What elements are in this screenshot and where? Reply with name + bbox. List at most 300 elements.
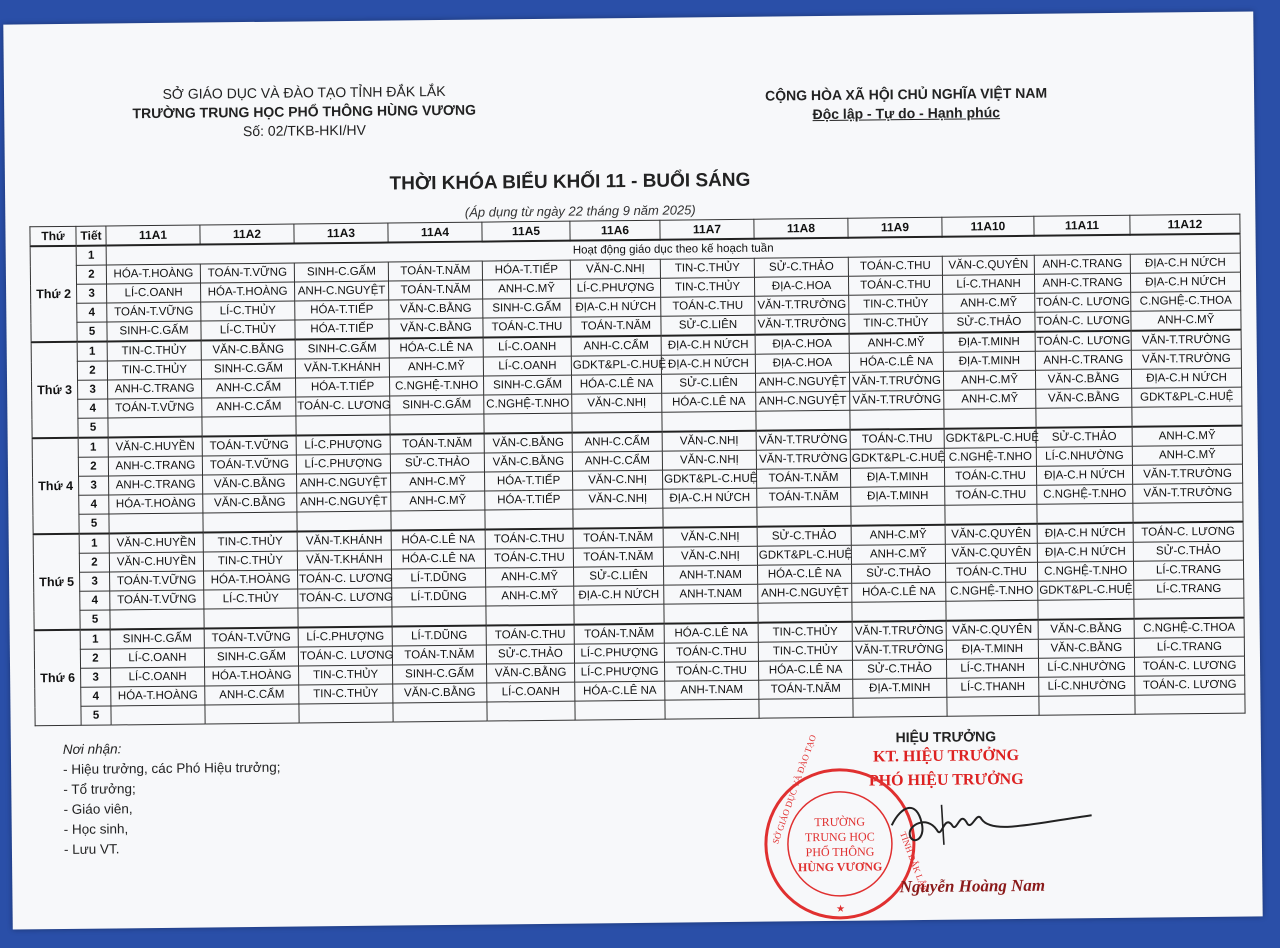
lesson-cell: ĐỊA-C.H NỨCH xyxy=(571,297,661,317)
recipient-item: - Lưu VT. xyxy=(63,841,120,857)
lesson-cell: HÓA-C.LÊ NA xyxy=(757,564,851,584)
lesson-cell: TOÁN-C. LƯƠNG xyxy=(296,396,390,416)
lesson-cell: LÍ-C.NHƯỜNG xyxy=(1038,657,1134,677)
lesson-cell: ANH-C.NGUYỆT xyxy=(758,583,852,603)
header-class: 11A4 xyxy=(388,222,482,242)
lesson-cell: SINH-C.GẤM xyxy=(295,339,389,359)
lesson-cell xyxy=(203,512,297,532)
lesson-cell: VĂN-C.QUYÊN xyxy=(942,255,1034,275)
lesson-cell: ĐỊA-C.H NỨCH xyxy=(1037,542,1133,562)
lesson-cell: LÍ-C.THANH xyxy=(946,658,1038,678)
lesson-cell: TOÁN-T.VỮNG xyxy=(110,590,204,610)
lesson-cell: VĂN-C.HUYỀN xyxy=(109,552,203,572)
lesson-cell: ANH-T.NAM xyxy=(665,680,759,700)
lesson-cell: HÓA-T.HOÀNG xyxy=(109,494,203,514)
lesson-cell: ANH-C.MỸ xyxy=(1132,426,1242,447)
period-cell: 1 xyxy=(79,533,109,553)
lesson-cell: TIN-C.THỦY xyxy=(660,277,754,297)
lesson-cell: ĐỊA-C.H NỨCH xyxy=(574,585,664,605)
lesson-cell: HÓA-T.TIẾP xyxy=(296,377,390,397)
period-cell: 1 xyxy=(76,246,106,266)
lesson-cell: ANH-C.MỸ xyxy=(391,472,485,492)
lesson-cell: ĐỊA-C.H NỨCH xyxy=(1036,465,1132,485)
lesson-cell: VĂN-T.TRƯỜNG xyxy=(852,621,946,641)
lesson-cell: GDKT&PL-C.HUỆ xyxy=(850,448,944,468)
header-class: 11A9 xyxy=(848,217,942,237)
lesson-cell: TIN-C.THỦY xyxy=(299,684,393,704)
lesson-cell: HÓA-C.LÊ NA xyxy=(664,623,758,643)
period-cell: 4 xyxy=(80,591,110,610)
lesson-cell: ANH-C.NGUYỆT xyxy=(756,391,850,411)
lesson-cell: TOÁN-C. LƯƠNG xyxy=(298,646,392,666)
lesson-cell: ANH-C.NGUYỆT xyxy=(755,372,849,392)
lesson-cell: TOÁN-C.THU xyxy=(661,296,755,316)
lesson-cell xyxy=(111,705,205,725)
lesson-cell xyxy=(108,417,202,437)
lesson-cell xyxy=(392,606,486,626)
lesson-cell: SỬ-C.LIÊN xyxy=(661,315,755,335)
lesson-cell xyxy=(663,507,757,527)
lesson-cell: VĂN-C.QUYÊN xyxy=(945,524,1037,544)
lesson-cell: HÓA-C.LÊ NA xyxy=(759,660,853,680)
lesson-cell: LÍ-T.DŨNG xyxy=(392,587,486,607)
lesson-cell: HÓA-T.TIẾP xyxy=(485,490,573,510)
lesson-cell: C.NGHỆ-T.NHO xyxy=(484,394,572,414)
period-cell: 4 xyxy=(77,303,107,322)
lesson-cell: C.NGHỆ-T.NHO xyxy=(390,376,484,396)
lesson-cell: TOÁN-T.VỮNG xyxy=(110,571,204,591)
lesson-cell: LÍ-C.OANH xyxy=(110,648,204,668)
lesson-cell: VĂN-T.TRƯỜNG xyxy=(1131,330,1241,351)
header-left xyxy=(104,81,505,142)
lesson-cell: HÓA-C.LÊ NA xyxy=(571,374,661,394)
period-cell: 4 xyxy=(78,399,108,418)
document-page xyxy=(3,11,1262,929)
lesson-cell: VĂN-C.BẰNG xyxy=(201,340,295,360)
period-cell: 3 xyxy=(78,380,108,399)
lesson-cell: TOÁN-T.NĂM xyxy=(390,434,484,454)
lesson-cell: C.NGHỆ-T.NHO xyxy=(1037,484,1133,504)
svg-text:TRUNG HỌC: TRUNG HỌC xyxy=(804,829,875,845)
lesson-cell: SINH-C.GẤM xyxy=(201,359,295,379)
lesson-cell: SINH-C.GẤM xyxy=(204,647,298,667)
lesson-cell xyxy=(1038,599,1134,620)
lesson-cell: LÍ-C.NHƯỜNG xyxy=(1036,446,1132,466)
period-cell: 2 xyxy=(76,265,106,284)
lesson-cell xyxy=(393,702,487,722)
lesson-cell: TOÁN-C.THU xyxy=(945,485,1037,505)
lesson-cell: VĂN-T.TRƯỜNG xyxy=(755,314,849,334)
lesson-cell: LÍ-C.THỦY xyxy=(201,301,295,321)
lesson-cell: TOÁN-C.THU xyxy=(848,275,942,295)
period-cell: 5 xyxy=(78,418,108,438)
lesson-cell: LÍ-C.TRANG xyxy=(1134,637,1244,657)
lesson-cell: ANH-C.MỸ xyxy=(391,491,485,511)
lesson-cell xyxy=(947,696,1039,716)
lesson-cell: LÍ-C.THỦY xyxy=(204,589,298,609)
header-class: 11A3 xyxy=(294,223,388,243)
lesson-cell: ĐỊA-C.HOA xyxy=(755,353,849,373)
lesson-cell: VĂN-T.TRƯỜNG xyxy=(755,295,849,315)
lesson-cell: VĂN-C.BẰNG xyxy=(484,433,572,453)
lesson-cell: TOÁN-T.NĂM xyxy=(392,645,486,665)
lesson-cell: C.NGHỆ-T.NHO xyxy=(1037,561,1133,581)
lesson-cell xyxy=(1134,598,1244,619)
lesson-cell: TIN-C.THỦY xyxy=(203,551,297,571)
lesson-cell: VĂN-C.NHỊ xyxy=(573,470,663,490)
lesson-cell: HÓA-T.HOÀNG xyxy=(204,570,298,590)
lesson-cell: TOÁN-T.NĂM xyxy=(389,280,483,300)
lesson-cell: ANH-C.MỸ xyxy=(389,357,483,377)
period-cell: 5 xyxy=(81,706,111,725)
lesson-cell: SỬ-C.THẢO xyxy=(1036,427,1132,448)
lesson-cell: SỬ-C.THẢO xyxy=(852,659,946,679)
header-right xyxy=(716,83,1096,125)
lesson-cell: TOÁN-C. LƯƠNG xyxy=(1035,292,1131,312)
lesson-cell: VĂN-T.TRƯỜNG xyxy=(852,640,946,660)
lesson-cell: VĂN-C.BẰNG xyxy=(393,683,487,703)
lesson-cell: VĂN-C.QUYÊN xyxy=(945,543,1037,563)
lesson-cell: HÓA-T.HOÀNG xyxy=(201,282,295,302)
recipient-item: - Hiệu trưởng, các Phó Hiệu trưởng; xyxy=(63,759,281,777)
handwritten-signature xyxy=(881,793,1102,855)
lesson-cell: ĐỊA-C.HOA xyxy=(754,276,848,296)
lesson-cell: TOÁN-C.THU xyxy=(850,429,944,449)
lesson-cell: HÓA-C.LÊ NA xyxy=(849,352,943,372)
lesson-cell: SỬ-C.THẢO xyxy=(757,526,851,546)
header-class: 11A10 xyxy=(942,216,1034,236)
period-cell: 1 xyxy=(80,629,110,649)
lesson-cell xyxy=(758,602,852,622)
lesson-cell: GDKT&PL-C.HUỆ xyxy=(571,355,661,375)
lesson-cell: TOÁN-T.NĂM xyxy=(574,624,664,644)
lesson-cell: SỬ-C.THẢO xyxy=(851,563,945,583)
lesson-cell: VĂN-C.NHỊ xyxy=(663,546,757,566)
lesson-cell: LÍ-C.OANH xyxy=(483,337,571,357)
lesson-cell: TOÁN-C. LƯƠNG xyxy=(1035,311,1131,332)
document-subtitle: (Áp dụng từ ngày 22 tháng 9 năm 2025) xyxy=(464,202,696,220)
signer-name: Nguyễn Hoàng Nam xyxy=(899,875,1046,897)
header-class: 11A1 xyxy=(106,225,200,245)
lesson-cell: ANH-C.MỸ xyxy=(851,525,945,545)
lesson-cell: SINH-C.GẤM xyxy=(110,628,204,648)
svg-text:SỞ GIÁO DỤC VÀ ĐÀO TẠO: SỞ GIÁO DỤC VÀ ĐÀO TẠO xyxy=(770,733,818,846)
timetable-body xyxy=(30,234,1245,726)
lesson-cell xyxy=(756,410,850,430)
lesson-cell xyxy=(665,699,759,719)
lesson-cell: ĐỊA-C.HOA xyxy=(755,334,849,354)
lesson-cell xyxy=(573,508,663,528)
day-cell: Thứ 6 xyxy=(34,630,81,726)
lesson-cell: HÓA-C.LÊ NA xyxy=(575,681,665,701)
lesson-cell: TOÁN-T.NĂM xyxy=(756,468,850,488)
lesson-cell: TIN-C.THỦY xyxy=(849,294,943,314)
lesson-cell: ANH-C.MỸ xyxy=(1131,310,1241,331)
lesson-cell: SỬ-C.LIÊN xyxy=(661,373,755,393)
period-cell: 1 xyxy=(77,341,107,361)
day-cell: Thứ 3 xyxy=(31,342,78,438)
lesson-cell: SINH-C.GẤM xyxy=(484,375,572,395)
lesson-cell: TOÁN-C. LƯƠNG xyxy=(1135,675,1245,695)
lesson-cell: ANH-C.NGUYỆT xyxy=(297,492,391,512)
lesson-cell: ANH-C.TRANG xyxy=(108,379,202,399)
lesson-cell: C.NGHỆ-C.THOA xyxy=(1131,291,1241,311)
lesson-cell xyxy=(299,703,393,723)
lesson-cell: VĂN-C.BẰNG xyxy=(203,493,297,513)
lesson-cell: VĂN-T.TRƯỜNG xyxy=(850,390,944,410)
lesson-cell: TOÁN-T.VỮNG xyxy=(107,302,201,322)
lesson-cell: TIN-C.THỦY xyxy=(758,622,852,642)
lesson-cell: LÍ-T.DŨNG xyxy=(392,568,486,588)
lesson-cell: ANH-C.MỸ xyxy=(851,544,945,564)
lesson-cell: HÓA-T.TIẾP xyxy=(295,300,389,320)
lesson-cell: VĂN-T.KHÁNH xyxy=(295,358,389,378)
lesson-cell xyxy=(853,697,947,717)
period-cell: 2 xyxy=(77,361,107,380)
lesson-cell: TIN-C.THỦY xyxy=(203,532,297,552)
lesson-cell: SINH-C.GẤM xyxy=(483,298,571,318)
lesson-cell xyxy=(110,609,204,629)
lesson-cell: HÓA-T.TIẾP xyxy=(485,471,573,491)
lesson-cell: ANH-C.MỸ xyxy=(486,567,574,587)
lesson-cell: LÍ-C.OANH xyxy=(483,356,571,376)
period-cell: 4 xyxy=(81,687,111,706)
lesson-cell: VĂN-C.BẰNG xyxy=(1038,638,1134,658)
lesson-cell: VĂN-C.BẰNG xyxy=(389,299,483,319)
lesson-cell: TOÁN-T.NĂM xyxy=(757,487,851,507)
lesson-cell: ĐỊA-T.MINH xyxy=(853,678,947,698)
lesson-cell: ANH-C.MỸ xyxy=(482,279,570,299)
signer-deputy-line: PHÓ HIỆU TRƯỞNG xyxy=(868,770,1024,790)
svg-text:★: ★ xyxy=(836,903,846,915)
recipients-block xyxy=(63,738,282,860)
lesson-cell: ANH-T.NAM xyxy=(664,584,758,604)
lesson-cell: SỬ-C.THẢO xyxy=(754,257,848,277)
lesson-cell: TOÁN-C.THU xyxy=(485,548,573,568)
lesson-cell: VĂN-C.BẰNG xyxy=(203,474,297,494)
lesson-cell: ĐỊA-C.H NỨCH xyxy=(1037,523,1133,544)
period-cell: 3 xyxy=(81,668,111,687)
lesson-cell: ANH-C.CẨM xyxy=(202,378,296,398)
lesson-cell xyxy=(946,600,1038,620)
lesson-cell: GDKT&PL-C.HUỆ xyxy=(662,469,756,489)
lesson-cell: TOÁN-C.THU xyxy=(485,529,573,549)
lesson-cell: VĂN-C.NHỊ xyxy=(663,527,757,547)
lesson-cell: VĂN-T.KHÁNH xyxy=(297,531,391,551)
department-name: SỞ GIÁO DỤC VÀ ĐÀO TẠO TỈNH ĐẮK LẮK xyxy=(162,82,446,102)
period-cell: 5 xyxy=(80,610,110,630)
lesson-cell: ANH-C.MỸ xyxy=(849,333,943,353)
national-motto: Độc lập - Tự do - Hạnh phúc xyxy=(812,104,1001,123)
lesson-cell: VĂN-C.BẰNG xyxy=(389,318,483,338)
lesson-cell: VĂN-T.TRƯỜNG xyxy=(1132,464,1242,484)
lesson-cell: ANH-C.MỸ xyxy=(944,389,1036,409)
lesson-cell: ANH-C.MỸ xyxy=(943,293,1035,313)
lesson-cell: C.NGHỆ-C.THOA xyxy=(1134,618,1244,639)
lesson-cell: VĂN-C.NHỊ xyxy=(662,431,756,451)
lesson-cell xyxy=(852,601,946,621)
lesson-cell: ANH-C.MỸ xyxy=(486,586,574,606)
lesson-cell: TOÁN-T.NĂM xyxy=(571,316,661,336)
lesson-cell: LÍ-C.PHƯỢNG xyxy=(296,454,390,474)
lesson-cell: TOÁN-C. LƯƠNG xyxy=(298,569,392,589)
lesson-cell: LÍ-C.THANH xyxy=(942,274,1034,294)
lesson-cell: SINH-C.GẤM xyxy=(294,262,388,282)
lesson-cell xyxy=(851,505,945,525)
lesson-cell: ANH-C.MỸ xyxy=(943,370,1035,390)
lesson-cell: LÍ-C.OANH xyxy=(487,682,575,702)
lesson-cell: LÍ-C.PHƯỢNG xyxy=(570,278,660,298)
lesson-cell xyxy=(204,608,298,628)
lesson-cell xyxy=(574,604,664,624)
lesson-cell: VĂN-C.BẰNG xyxy=(487,663,575,683)
lesson-cell: ĐỊA-T.MINH xyxy=(946,639,1038,659)
lesson-cell: TIN-C.THỦY xyxy=(107,360,201,380)
lesson-cell: VĂN-C.NHỊ xyxy=(662,450,756,470)
svg-text:HÙNG VƯƠNG: HÙNG VƯƠNG xyxy=(797,859,883,875)
lesson-cell xyxy=(1132,406,1242,427)
day-cell: Thứ 5 xyxy=(33,534,80,630)
lesson-cell: TOÁN-C.THU xyxy=(945,562,1037,582)
lesson-cell: ANH-C.CẨM xyxy=(202,397,296,417)
header-class: 11A8 xyxy=(754,218,848,238)
period-cell: 1 xyxy=(78,437,108,457)
svg-text:TRƯỜNG: TRƯỜNG xyxy=(814,814,866,830)
lesson-cell: LÍ-T.DŨNG xyxy=(392,626,486,646)
lesson-cell: TOÁN-C. LƯƠNG xyxy=(298,588,392,608)
header-class: 11A6 xyxy=(570,220,660,240)
lesson-cell: LÍ-C.NHƯỜNG xyxy=(1039,676,1135,696)
lesson-cell: TIN-C.THỦY xyxy=(758,641,852,661)
lesson-cell: HÓA-T.HOÀNG xyxy=(205,666,299,686)
lesson-cell: TOÁN-C. LƯƠNG xyxy=(1134,656,1244,676)
recipient-item: - Học sinh, xyxy=(63,821,129,837)
lesson-cell xyxy=(575,700,665,720)
lesson-cell: VĂN-T.TRƯỜNG xyxy=(756,430,850,450)
lesson-cell: SỬ-C.THẢO xyxy=(390,453,484,473)
lesson-cell: TOÁN-C.THU xyxy=(664,642,758,662)
lesson-cell: VĂN-T.TRƯỜNG xyxy=(849,371,943,391)
period-cell: 4 xyxy=(79,495,109,514)
header-class: 11A2 xyxy=(200,224,294,244)
lesson-cell xyxy=(1133,502,1243,523)
lesson-cell: TOÁN-C.THU xyxy=(848,256,942,276)
lesson-cell: ĐỊA-C.H NỨCH xyxy=(1131,368,1241,388)
recipient-item: - Giáo viên, xyxy=(63,801,133,817)
header-class: 11A7 xyxy=(660,219,754,239)
lesson-cell: ĐỊA-T.MINH xyxy=(850,467,944,487)
lesson-cell: TOÁN-C. LƯƠNG xyxy=(1133,522,1243,543)
header-day: Thứ xyxy=(30,226,76,246)
lesson-cell: TOÁN-T.NĂM xyxy=(573,547,663,567)
lesson-cell: VĂN-C.QUYÊN xyxy=(946,620,1038,640)
lesson-cell: VĂN-C.NHỊ xyxy=(573,489,663,509)
lesson-cell: VĂN-T.TRƯỜNG xyxy=(1131,349,1241,369)
lesson-cell: TOÁN-C. LƯƠNG xyxy=(1035,331,1131,352)
lesson-cell: VĂN-T.TRƯỜNG xyxy=(1133,483,1243,503)
lesson-cell: SỬ-C.THẢO xyxy=(943,312,1035,332)
lesson-cell: TIN-C.THỦY xyxy=(660,258,754,278)
lesson-cell: HÓA-T.HOÀNG xyxy=(106,264,200,284)
lesson-cell: ANH-C.CẨM xyxy=(572,432,662,452)
lesson-cell: ANH-C.TRANG xyxy=(108,456,202,476)
lesson-cell xyxy=(944,408,1036,428)
lesson-cell: SINH-C.GẤM xyxy=(393,664,487,684)
lesson-cell: LÍ-C.PHƯỢNG xyxy=(296,435,390,455)
lesson-cell: C.NGHỆ-T.NHO xyxy=(946,581,1038,601)
lesson-cell: TOÁN-T.VỮNG xyxy=(204,628,298,648)
lesson-cell xyxy=(486,605,574,625)
lesson-cell xyxy=(945,504,1037,524)
lesson-cell xyxy=(296,415,390,435)
lesson-cell: VĂN-C.NHỊ xyxy=(570,259,660,279)
lesson-cell: HÓA-C.LÊ NA xyxy=(852,582,946,602)
lesson-cell: VĂN-C.HUYỀN xyxy=(108,437,202,457)
lesson-cell xyxy=(757,506,851,526)
lesson-cell xyxy=(205,704,299,724)
lesson-cell: VĂN-C.BẰNG xyxy=(1038,619,1134,640)
lesson-cell: TOÁN-T.NĂM xyxy=(759,679,853,699)
lesson-cell xyxy=(1036,407,1132,428)
merged-activity-cell: Hoạt động giáo dục theo kế hoạch tuần xyxy=(106,234,1240,265)
lesson-cell: ĐỊA-C.H NỨCH xyxy=(1130,253,1240,273)
period-cell: 2 xyxy=(78,457,108,476)
lesson-cell: ĐỊA-C.H NỨCH xyxy=(663,488,757,508)
lesson-cell: VĂN-T.TRƯỜNG xyxy=(756,449,850,469)
lesson-cell: TOÁN-C.THU xyxy=(483,317,571,337)
lesson-cell: HÓA-C.LÊ NA xyxy=(662,392,756,412)
lesson-cell xyxy=(1037,503,1133,524)
lesson-cell: ANH-C.CẨM xyxy=(571,336,661,356)
lesson-cell: LÍ-C.PHƯỢNG xyxy=(574,643,664,663)
lesson-cell xyxy=(664,603,758,623)
lesson-cell: ĐỊA-C.H NỨCH xyxy=(661,335,755,355)
signer-role: HIỆU TRƯỞNG xyxy=(895,728,997,746)
lesson-cell: LÍ-C.THANH xyxy=(947,677,1039,697)
lesson-cell: LÍ-C.OANH xyxy=(111,667,205,687)
lesson-cell: TIN-C.THỦY xyxy=(107,341,201,361)
lesson-cell: HÓA-C.LÊ NA xyxy=(391,530,485,550)
lesson-cell xyxy=(759,698,853,718)
lesson-cell: TOÁN-T.VỮNG xyxy=(200,263,294,283)
lesson-cell xyxy=(391,510,485,530)
lesson-cell: TIN-C.THỦY xyxy=(849,313,943,333)
recipient-item: - Tổ trưởng; xyxy=(63,781,136,797)
lesson-cell: VĂN-T.KHÁNH xyxy=(297,550,391,570)
lesson-cell xyxy=(109,513,203,533)
lesson-cell: ANH-C.TRANG xyxy=(1034,254,1130,274)
lesson-cell: LÍ-C.TRANG xyxy=(1134,579,1244,599)
lesson-cell: VĂN-C.HUYỀN xyxy=(109,533,203,553)
lesson-cell: ANH-T.NAM xyxy=(664,565,758,585)
lesson-cell: C.NGHỆ-T.NHO xyxy=(944,447,1036,467)
header-class: 11A12 xyxy=(1130,214,1240,235)
lesson-cell: GDKT&PL-C.HUỆ xyxy=(1132,387,1242,407)
lesson-cell: LÍ-C.OANH xyxy=(107,283,201,303)
lesson-cell: ĐỊA-T.MINH xyxy=(851,486,945,506)
lesson-cell: TOÁN-T.VỮNG xyxy=(202,455,296,475)
lesson-cell: TOÁN-T.NĂM xyxy=(573,528,663,548)
lesson-cell xyxy=(484,413,572,433)
lesson-cell: TOÁN-T.VỮNG xyxy=(202,436,296,456)
lesson-cell: GDKT&PL-C.HUỆ xyxy=(944,428,1036,448)
lesson-cell: ANH-C.NGUYỆT xyxy=(295,281,389,301)
lesson-cell xyxy=(850,409,944,429)
lesson-cell: HÓA-T.HOÀNG xyxy=(111,686,205,706)
lesson-cell: TOÁN-T.NĂM xyxy=(388,261,482,281)
lesson-cell: LÍ-C.PHƯỢNG xyxy=(298,627,392,647)
lesson-cell: GDKT&PL-C.HUỆ xyxy=(757,545,851,565)
